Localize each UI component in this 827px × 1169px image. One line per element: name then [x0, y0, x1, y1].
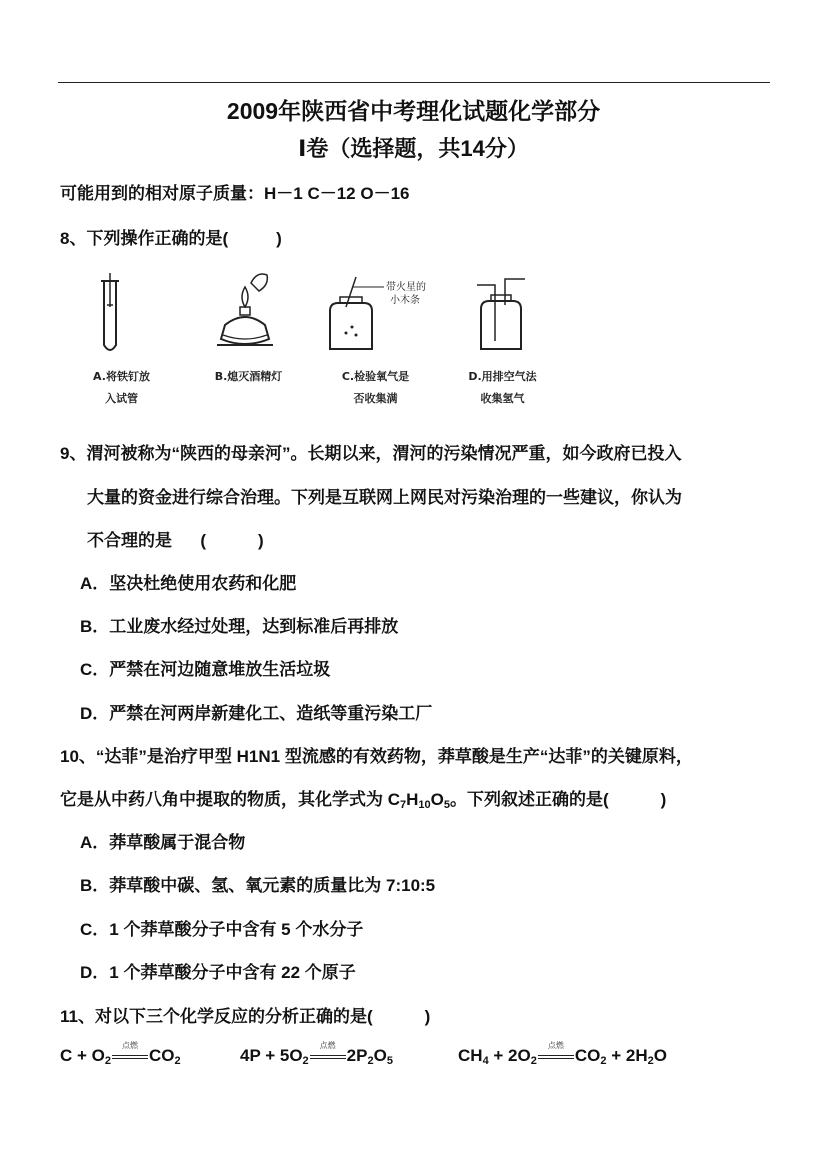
- figure-b: [185, 263, 312, 415]
- reaction-arrow: 点燃: [538, 1048, 574, 1066]
- q10-option-d: D．1 个莽草酸分子中含有 22 个原子: [80, 963, 356, 982]
- q8-figures: [58, 263, 566, 415]
- figure-c-label-2: 小木条: [390, 295, 420, 306]
- q9-option-c: C．严禁在河边随意堆放生活垃圾: [80, 660, 331, 679]
- q10-line-2: 它是从中药八角中提取的物质，其化学式为 $C_7H_{10}O_5$。下列叙述正确的是( ): [60, 790, 667, 811]
- q10-line-1: 10、“达菲”是治疗甲型 H1N1 型流感的有效药物，莽草酸是生产“达菲”的关键原料，: [60, 747, 693, 766]
- atomic-masses: 可能用到的相对原子质量：H－1 C－12 O－16: [60, 184, 410, 203]
- top-rule: [58, 82, 770, 83]
- q10-option-a: A．莽草酸属于混合物: [80, 833, 246, 852]
- figure-c: [312, 263, 439, 415]
- figure-a-caption: A.将铁钉放 入试管: [93, 370, 150, 405]
- test-tube-icon: [58, 263, 185, 363]
- q8-stem: [60, 224, 282, 249]
- q9-option-d: D．严禁在河两岸新建化工、造纸等重污染工厂: [80, 704, 433, 723]
- gas-bottle-icon: [312, 263, 439, 363]
- alcohol-lamp-icon: [185, 263, 312, 363]
- q10-option-b: B．莽草酸中碳、氢、氧元素的质量比为 7:10:5: [80, 876, 436, 895]
- q8-stem-text: 8、下列操作正确的是(: [60, 229, 229, 248]
- figure-d-caption: D.用排空气法 收集氢气: [468, 370, 537, 405]
- equation-3: $CH_4 + 2O_2$ 点燃 $CO_2 + 2H_2O$: [458, 1040, 667, 1067]
- q9-line-1: 9、渭河被称为“陕西的母亲河”。长期以来，渭河的污染情况严重，如今政府已投入: [60, 444, 682, 463]
- figure-c-caption: C.检验氧气是 否收集满: [341, 370, 410, 405]
- page-title: 2009年陕西省中考理化试题化学部分: [226, 98, 601, 124]
- q10-option-c: C．1 个莽草酸分子中含有 5 个水分子: [80, 920, 364, 939]
- reaction-arrow: 点燃: [310, 1048, 346, 1066]
- equation-2: $4P + 5O_2$ 点燃 $2P_2O_5$: [240, 1040, 393, 1067]
- reaction-arrow: 点燃: [112, 1048, 148, 1066]
- q8-stem-close: ): [276, 229, 282, 248]
- figure-b-caption: B.熄灭酒精灯: [214, 370, 283, 383]
- equation-1: $C + O_2$ 点燃 $CO_2$: [60, 1040, 181, 1067]
- gas-collection-bottle-icon: [439, 263, 566, 363]
- q11-stem: 11、对以下三个化学反应的分析正确的是( ): [60, 1007, 431, 1026]
- q9-option-a: A．坚决杜绝使用农药和化肥: [80, 574, 297, 593]
- section-subtitle: Ⅰ卷（选择题，共14分）: [298, 136, 529, 161]
- q9-line-3: 不合理的是 ( ): [87, 531, 264, 550]
- figure-a: [58, 263, 185, 415]
- figure-d: [439, 263, 566, 415]
- q9-line-2: 大量的资金进行综合治理。下列是互联网上网民对污染治理的一些建议，你认为: [87, 488, 682, 507]
- q9-option-b: B．工业废水经过处理，达到标准后再排放: [80, 617, 399, 636]
- figure-c-label-1: 带火星的: [386, 282, 426, 293]
